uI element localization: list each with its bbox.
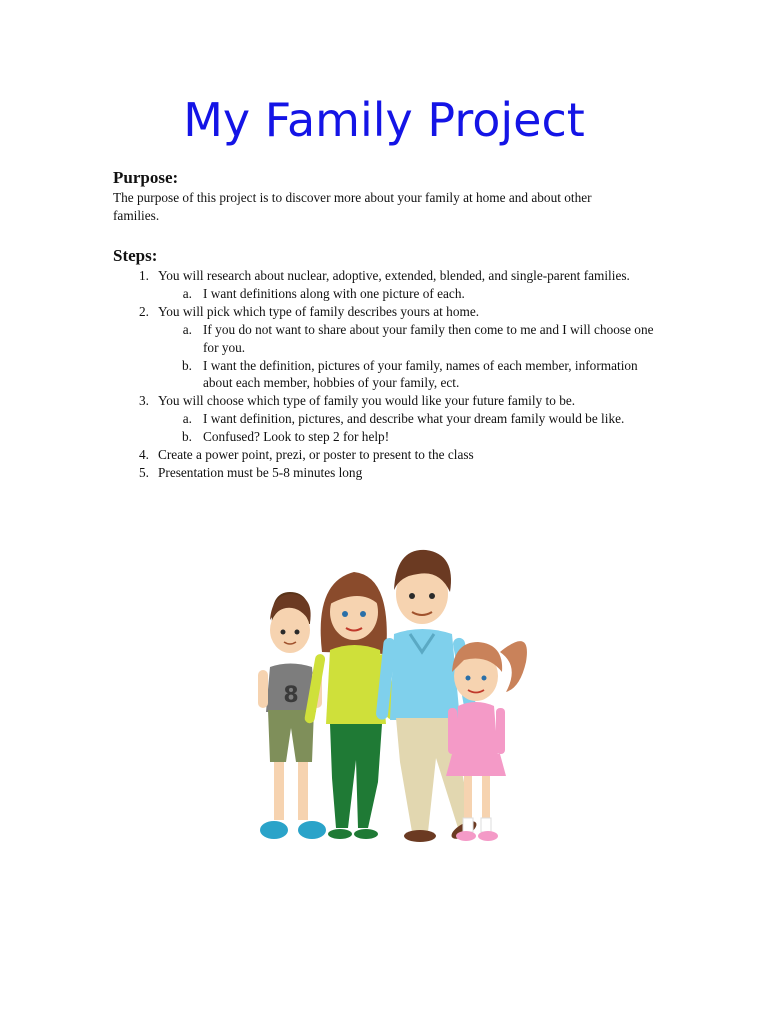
substep-text: I want the definition, pictures of your family, names of each member, information about each member, hobbies of your family, ect.: [203, 357, 638, 391]
substep-text: I want definitions along with one picture of each.: [203, 285, 465, 301]
purpose-heading: Purpose:: [113, 168, 179, 187]
step-3b: [113, 428, 673, 446]
step-2a: [113, 321, 673, 357]
step-1a: [113, 285, 673, 303]
step-3a: [113, 410, 673, 428]
step-2: [113, 303, 673, 321]
step-text: Presentation must be 5-8 minutes long: [158, 464, 363, 480]
substep-letter: a.: [182, 321, 192, 337]
svg-text:8: 8: [283, 683, 299, 708]
substep-text: If you do not want to share about your family then come to me and I will choose one for you.: [203, 321, 654, 355]
step-number: 1.: [139, 268, 149, 283]
steps-list: [113, 267, 673, 482]
step-2b: [113, 357, 673, 393]
step-text: You will choose which type of family you would like your future family to be.: [158, 393, 576, 409]
purpose-text-line-2: families.: [113, 208, 160, 223]
purpose-text: [113, 189, 673, 225]
substep-letter: a.: [182, 285, 192, 301]
step-text: Create a power point, prezi, or poster to present to the class: [158, 447, 474, 463]
step-number: 3.: [139, 393, 149, 409]
substep-text: I want definition, pictures, and describe what your dream family would be like.: [203, 411, 625, 427]
step-number: 4.: [139, 447, 149, 463]
substep-text: Confused? Look to step 2 for help!: [203, 429, 390, 445]
step-5: [113, 464, 673, 482]
step-3: [113, 392, 673, 410]
step-text: You will pick which type of family describes yours at home.: [158, 303, 480, 319]
substep-letter: b.: [182, 357, 192, 373]
substep-letter: a.: [182, 411, 192, 427]
step-text: You will research about nuclear, adoptive, extended, blended, and single-parent families.: [158, 268, 630, 283]
step-number: 2.: [139, 303, 149, 319]
substep-letter: b.: [182, 429, 192, 445]
cartoon-family-illustration: [250, 542, 540, 847]
page-title: My Family Project: [183, 93, 585, 147]
step-4: [113, 446, 673, 464]
boy-figure: [258, 592, 326, 839]
step-number: 5.: [139, 464, 149, 480]
steps-heading: Steps:: [113, 246, 158, 265]
purpose-text-line-1: The purpose of this project is to discover more about your family at home and about other: [113, 190, 592, 205]
step-1: [113, 267, 673, 285]
